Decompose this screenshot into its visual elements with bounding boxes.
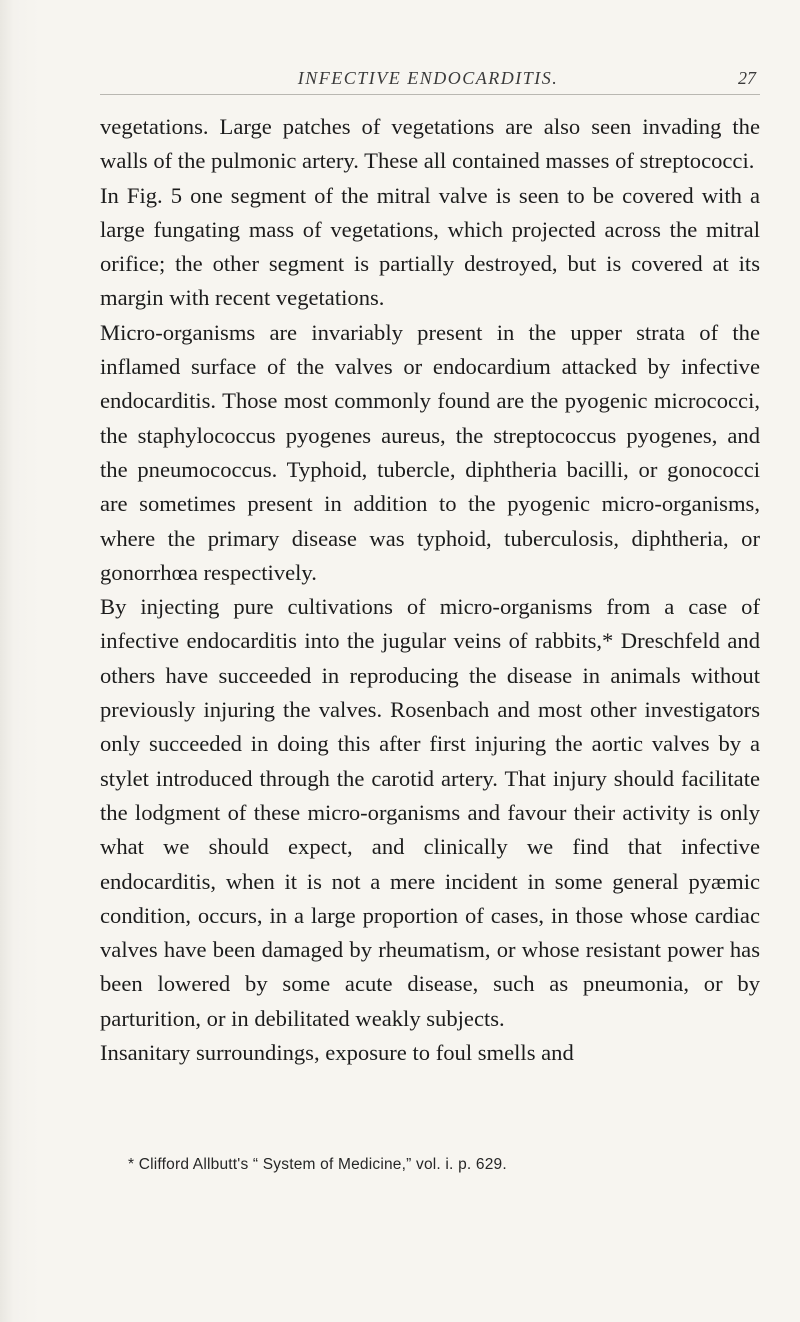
body-text — [100, 110, 760, 1070]
paragraph-insanitary: Insanitary surroundings, exposure to foul smells and — [100, 1040, 574, 1066]
paragraph-micro-organisms: Micro-organisms are invariably present in the upper strata of the inflamed surface of the valves or endocardium attacked by infective endocarditis. Those most commonly found are the pyogenic micrococci, the staphylococcus pyogenes aureus, the streptococcus pyogenes, and the pneumococcus. Typhoid, tubercle, diphtheria bacilli, or gonococci are sometimes present in addition to the pyogenic micro-organisms, where the primary disease was typhoid, tuberculosis, diphtheria, or gonorrhœa respectively. — [100, 319, 760, 585]
page-number: 27 — [738, 68, 756, 88]
paragraph-continuation: vegetations. Large patches of vegetations are also seen invading the walls of the pulmonic artery. These all contained masses of streptococci. — [100, 114, 760, 174]
paragraph-fig5: In Fig. 5 one segment of the mitral valve is seen to be covered with a large fungating mass of vegetations, which projected across the mitral orifice; the other segment is partially destroyed, but is covered at its margin with recent vegetations. — [100, 182, 760, 311]
running-head: INFECTIVE ENDOCARDITIS. — [297, 68, 559, 88]
footnote: * Clifford Allbutt's “ System of Medicine,” vol. i. p. 629. — [128, 1156, 507, 1173]
paragraph-injecting-cultivations: By injecting pure cultivations of micro-organisms from a case of infective endocarditis into the jugular veins of rabbits,* Dreschfeld and others have succeeded in reproducing the disease in animals without previously injuring the valves. Rosenbach and most other investigators only succeeded in doing this after first injuring the aortic valves by a stylet introduced through the carotid artery. That injury should facilitate the lodgment of these micro-organisms and favour their activity is only what we should expect, and clinically we find that infective endocarditis, when it is not a mere incident in some general pyæmic condition, occurs, in a large proportion of cases, in those whose cardiac valves have been damaged by rheumatism, or whose resistant power has been lowered by some acute disease, such as pneumonia, or by parturition, or in debilitated weakly subjects. — [100, 594, 760, 1031]
header-rule — [100, 94, 760, 95]
page-header — [100, 68, 756, 94]
